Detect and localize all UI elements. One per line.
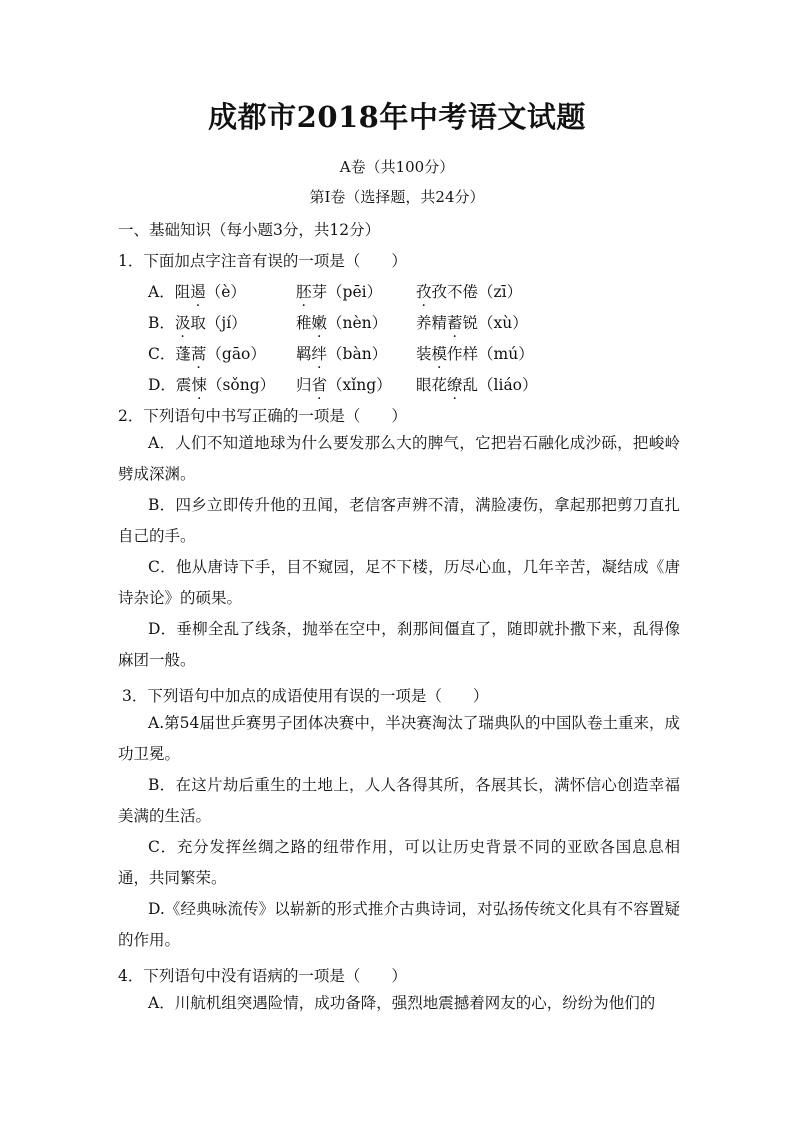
q1-option-c-word1: C．蓬蒿（gāo） [148,345,266,363]
volume-label: A卷（共100分） [339,158,455,176]
q2-option-a: A．人们不知道地球为什么要发那么大的脾气，它把岩石融化成沙砾，把峻岭劈成深渊。 [118,434,680,483]
q1-option-a-word2: 胚芽（pēi） [296,283,383,301]
q4-option-a: A．川航机组突遇险情，成功备降，强烈地震撼着网友的心，纷纷为他们的 [148,994,656,1012]
q1-option-d-word1: D．震悚（sǒng） [148,376,276,394]
q3-option-b: B．在这片劫后重生的土地上，人人各得其所，各展其长，满怀信心创造幸福美满的生活。 [118,776,680,825]
q3-option-d: D.《经典咏流传》以崭新的形式推介古典诗词，对弘扬传统文化具有不容置疑的作用。 [118,900,680,949]
question-4-stem: 4．下列语句中没有语病的一项是（ ） [118,967,407,985]
q1-option-d-word3: 眼花缭乱（liáo） [416,376,538,394]
q1-option-b-word2: 稚嫩（nèn） [296,314,388,332]
page-title: 成都市2018年中考语文试题 [208,100,586,134]
question-3-stem: 3．下列语句中加点的成语使用有误的一项是（ ） [122,687,489,705]
q3-option-a: A.第54届世乒赛男子团体决赛中，半决赛淘汰了瑞典队的中国队卷土重来，成功卫冕。 [118,714,680,763]
q1-option-c-word3: 装模作样（mú） [416,345,534,363]
q1-option-b-word1: B．汲取（jí） [148,314,247,332]
q1-option-b-word3: 养精蓄锐（xù） [416,314,528,332]
q2-option-c: C．他从唐诗下手，目不窥园，足不下楼，历尽心血，几年辛苦，凝结成《唐诗杂论》的硕果。 [118,558,680,607]
q1-option-a-word3: 孜孜不倦（zī） [416,283,523,301]
q3-option-c: C．充分发挥丝绸之路的纽带作用，可以让历史背景不同的亚欧各国息息相通，共同繁荣。 [118,838,680,887]
q1-option-d-word2: 归省（xǐng） [296,376,392,394]
q1-option-a-word1: A．阻遏（è） [148,283,246,301]
q1-option-c-word2: 羁绊（bàn） [296,345,388,363]
section-heading: 一、基础知识（每小题3分，共12分） [118,221,381,239]
q2-option-b: B．四乡立即传升他的丑闻，老信客声辨不清，满脸凄伤，拿起那把剪刀直扎自己的手。 [118,496,680,545]
part-label: 第Ⅰ卷（选择题，共24分） [309,188,485,206]
question-2-stem: 2．下列语句中书写正确的一项是（ ） [118,407,407,425]
question-1-stem: 1．下面加点字注音有误的一项是（ ） [118,252,407,270]
q2-option-d: D．垂柳全乱了线条，抛举在空中，刹那间僵直了，随即就扑撒下来，乱得像麻团一般。 [118,620,680,669]
